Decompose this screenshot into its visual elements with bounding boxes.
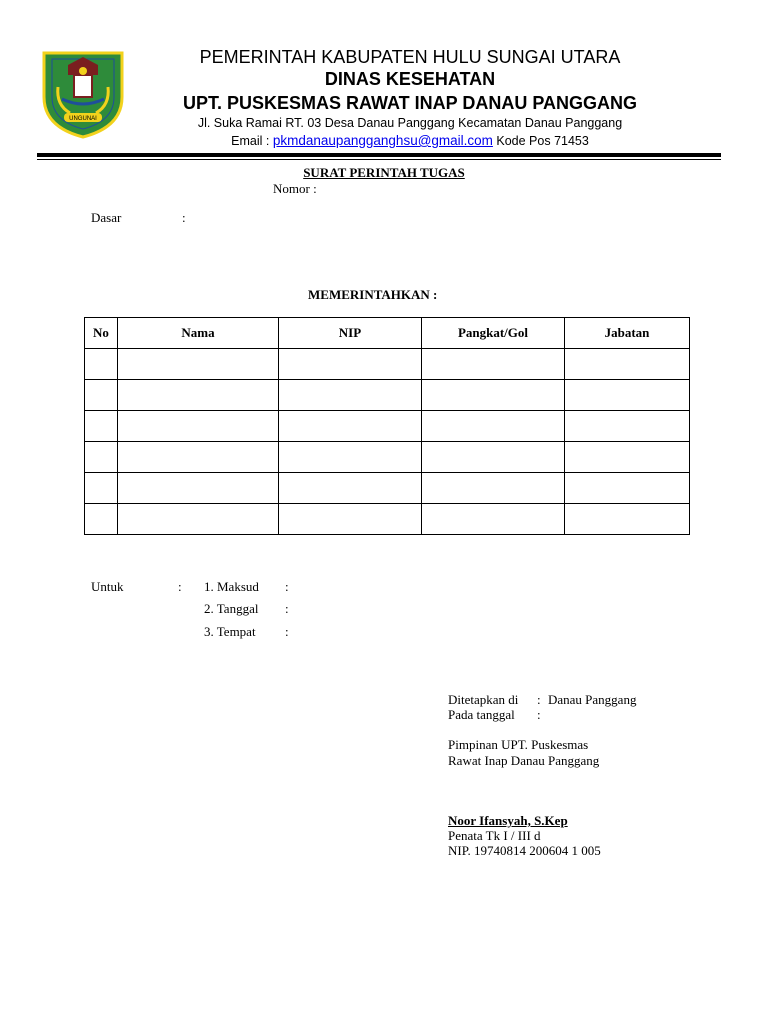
ditetapkan-colon: :	[537, 692, 541, 707]
table-cell	[279, 442, 422, 473]
table-cell	[279, 504, 422, 535]
untuk-colon: :	[178, 579, 182, 594]
tempat-label: 3. Tempat	[204, 624, 256, 639]
table-cell	[565, 411, 690, 442]
signer-rank: Penata Tk I / III d	[448, 828, 541, 843]
table-cell	[565, 473, 690, 504]
header-divider-thick	[37, 153, 721, 157]
email-label: Email :	[231, 134, 273, 148]
untuk-label: Untuk	[91, 579, 124, 594]
table-cell	[279, 473, 422, 504]
table-row	[85, 504, 690, 535]
table-cell	[422, 442, 565, 473]
document-title: SURAT PERINTAH TUGAS	[303, 165, 465, 180]
header-government: PEMERINTAH KABUPATEN HULU SUNGAI UTARA	[199, 47, 621, 67]
table-cell	[85, 349, 118, 380]
personnel-table	[84, 317, 690, 535]
table-cell	[118, 349, 279, 380]
maksud-label: 1. Maksud	[204, 579, 259, 594]
tanggal-ditetapkan-colon: :	[537, 707, 541, 722]
table-cell	[279, 411, 422, 442]
tanggal-label: 2. Tanggal	[204, 601, 259, 616]
table-row	[85, 349, 690, 380]
table-cell	[565, 442, 690, 473]
dasar-label: Dasar	[91, 210, 122, 225]
regency-logo	[38, 47, 128, 139]
ditetapkan-value: Danau Panggang	[548, 692, 637, 707]
ditetapkan-label: Ditetapkan di	[448, 692, 519, 707]
table-cell	[422, 349, 565, 380]
column-header-nip: NIP	[279, 318, 422, 349]
table-row	[85, 442, 690, 473]
maksud-colon: :	[285, 579, 289, 594]
column-header-no: No	[85, 318, 118, 349]
table-cell	[118, 442, 279, 473]
table-cell	[85, 442, 118, 473]
table-row	[85, 411, 690, 442]
command-heading: MEMERINTAHKAN :	[308, 287, 438, 302]
table-cell	[279, 380, 422, 411]
table-cell	[118, 380, 279, 411]
column-header-pangkat: Pangkat/Gol	[422, 318, 565, 349]
table-cell	[85, 473, 118, 504]
table-cell	[565, 349, 690, 380]
signer-nip: NIP. 19740814 200604 1 005	[448, 843, 601, 858]
logo-text: UNGUNAI	[69, 116, 97, 122]
table-cell	[565, 504, 690, 535]
nomor-label: Nomor :	[273, 181, 317, 196]
header-divider-thin	[37, 159, 721, 160]
table-row	[85, 473, 690, 504]
header-contact	[150, 133, 670, 148]
table-cell	[422, 380, 565, 411]
table-cell	[85, 380, 118, 411]
postal-code: Kode Pos 71453	[492, 134, 589, 148]
table-cell	[422, 473, 565, 504]
email-link[interactable]: pkmdanaupangganghsu@gmail.com	[272, 133, 493, 148]
signer-name: Noor Ifansyah, S.Kep	[448, 813, 568, 828]
header-institution: UPT. PUSKESMAS RAWAT INAP DANAU PANGGANG	[182, 93, 638, 113]
table-cell	[565, 380, 690, 411]
table-cell	[118, 473, 279, 504]
header-address: Jl. Suka Ramai RT. 03 Desa Danau Panggang Kecamatan Danau Panggang	[197, 116, 623, 130]
table-cell	[85, 504, 118, 535]
table-cell	[118, 504, 279, 535]
signer-position-line2: Rawat Inap Danau Panggang	[448, 753, 600, 768]
header-agency: DINAS KESEHATAN	[324, 69, 496, 89]
tanggal-ditetapkan-label: Pada tanggal	[448, 707, 515, 722]
tempat-colon: :	[285, 624, 289, 639]
signer-position-line1: Pimpinan UPT. Puskesmas	[448, 737, 589, 752]
table-cell	[118, 411, 279, 442]
table-row	[85, 380, 690, 411]
column-header-jabatan: Jabatan	[565, 318, 690, 349]
tanggal-colon: :	[285, 601, 289, 616]
table-cell	[422, 504, 565, 535]
table-cell	[422, 411, 565, 442]
column-header-nama: Nama	[118, 318, 279, 349]
table-header-row	[85, 318, 690, 349]
dasar-colon: :	[182, 210, 186, 225]
table-cell	[85, 411, 118, 442]
table-cell	[279, 349, 422, 380]
